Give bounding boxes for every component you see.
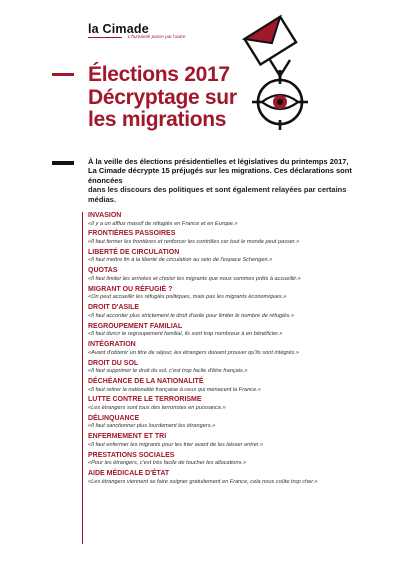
item-quote: «On peut accueillir les réfugiés politiques, mais pas les migrants économiques.» [88, 294, 287, 301]
page-title [88, 64, 237, 132]
item-title: DÉLINQUANCE [88, 414, 140, 422]
item-title: INTÉGRATION [88, 341, 136, 349]
brand-tagline: L'humanité passe par l'autre [128, 34, 186, 39]
prejudice-list [82, 212, 370, 544]
item-quote: «Il y a un afflux massif de réfugiés en France et en Europe.» [88, 220, 238, 227]
list-item [88, 415, 370, 433]
intro-paragraph [88, 157, 363, 204]
item-quote: «Il faut accorder plus strictement le droit d'asile pour limiter le nombre de réfugiés.» [88, 312, 294, 319]
item-title: LIBERTÉ DE CIRCULATION [88, 248, 180, 256]
brand-name: la Cimade [88, 22, 149, 36]
item-title: ENFERMEMENT ET TRI [88, 433, 167, 441]
list-item [88, 452, 370, 470]
intro-accent-bar [52, 161, 74, 165]
list-item [88, 267, 370, 285]
item-title: LUTTE CONTRE LE TERRORISME [88, 396, 202, 404]
envelope-target-eye-icon [232, 14, 330, 132]
item-quote: «Les étrangers sont tous des terroristes en puissance.» [88, 404, 226, 411]
list-item [88, 341, 370, 359]
item-title: FRONTIÈRES PASSOIRES [88, 230, 176, 238]
item-title: MIGRANT OU RÉFUGIÉ ? [88, 285, 173, 293]
title-line-1: Élections 2017 [88, 63, 230, 86]
item-title: AIDE MÉDICALE D'ÉTAT [88, 470, 170, 478]
title-line-2: Décryptage sur [88, 85, 237, 109]
item-title: DROIT D'ASILE [88, 304, 140, 312]
list-item [88, 286, 370, 304]
intro-line-1: À la veille des élections présidentielles et législatives du printemps 2017, [88, 157, 349, 166]
title-line-3: les migrations [88, 108, 227, 131]
item-quote: «Pour les étrangers, c'est très facile de toucher les allocations.» [88, 460, 247, 467]
list-item [88, 212, 370, 230]
item-quote: «Il faut enfermer les migrants pour les trier avant de les laisser entrer.» [88, 441, 264, 448]
item-quote: «Il faut fermer les frontières et renforcer les contrôles car tout le monde peut passer.» [88, 239, 300, 246]
list-item [88, 249, 370, 267]
item-title: REGROUPEMENT FAMILIAL [88, 322, 183, 330]
item-title: QUOTAS [88, 267, 118, 275]
item-title: INVASION [88, 212, 122, 219]
list-item [88, 360, 370, 378]
intro-line-3: dans les discours des politiques et sont également relayées par certains médias. [88, 185, 347, 204]
list-item [88, 230, 370, 248]
brand-logo [88, 22, 186, 39]
item-quote: «Les étrangers viennent se faire soigner gratuitement en France, cela nous coûte trop cher.» [88, 478, 318, 485]
list-item [88, 396, 370, 414]
item-quote: «Il faut supprimer le droit du sol, c'est trop facile d'être français.» [88, 368, 248, 375]
item-title: PRESTATIONS SOCIALES [88, 451, 175, 459]
list-item [88, 304, 370, 322]
title-accent-bar [52, 73, 74, 76]
item-quote: «Il faut sanctionner plus lourdement les étrangers.» [88, 423, 216, 430]
list-item [88, 470, 370, 488]
item-quote: «Il faut mettre fin à la liberté de circulation au sein de l'espace Schengen.» [88, 257, 273, 264]
intro-line-2: La Cimade décrypte 15 préjugés sur les migrations. Ces déclarations sont énoncées [88, 166, 352, 185]
item-quote: «Il faut limiter les arrivées et choisir les migrants que nous sommes prêts à accueillir.» [88, 275, 301, 282]
item-quote: «Avant d'obtenir un titre de séjour, les étrangers doivent prouver qu'ils sont intégrés.» [88, 349, 299, 356]
list-item [88, 323, 370, 341]
brand-underline [88, 37, 122, 38]
item-title: DROIT DU SOL [88, 359, 139, 367]
item-quote: «Il faut durcir le regroupement familial, ils sont trop nombreux à en bénéficier.» [88, 331, 283, 338]
item-title: DÉCHÉANCE DE LA NATIONALITÉ [88, 377, 204, 385]
list-item [88, 378, 370, 396]
list-item [88, 433, 370, 451]
item-quote: «Il faut retirer la nationalité française à ceux qui menacent la France.» [88, 386, 261, 393]
